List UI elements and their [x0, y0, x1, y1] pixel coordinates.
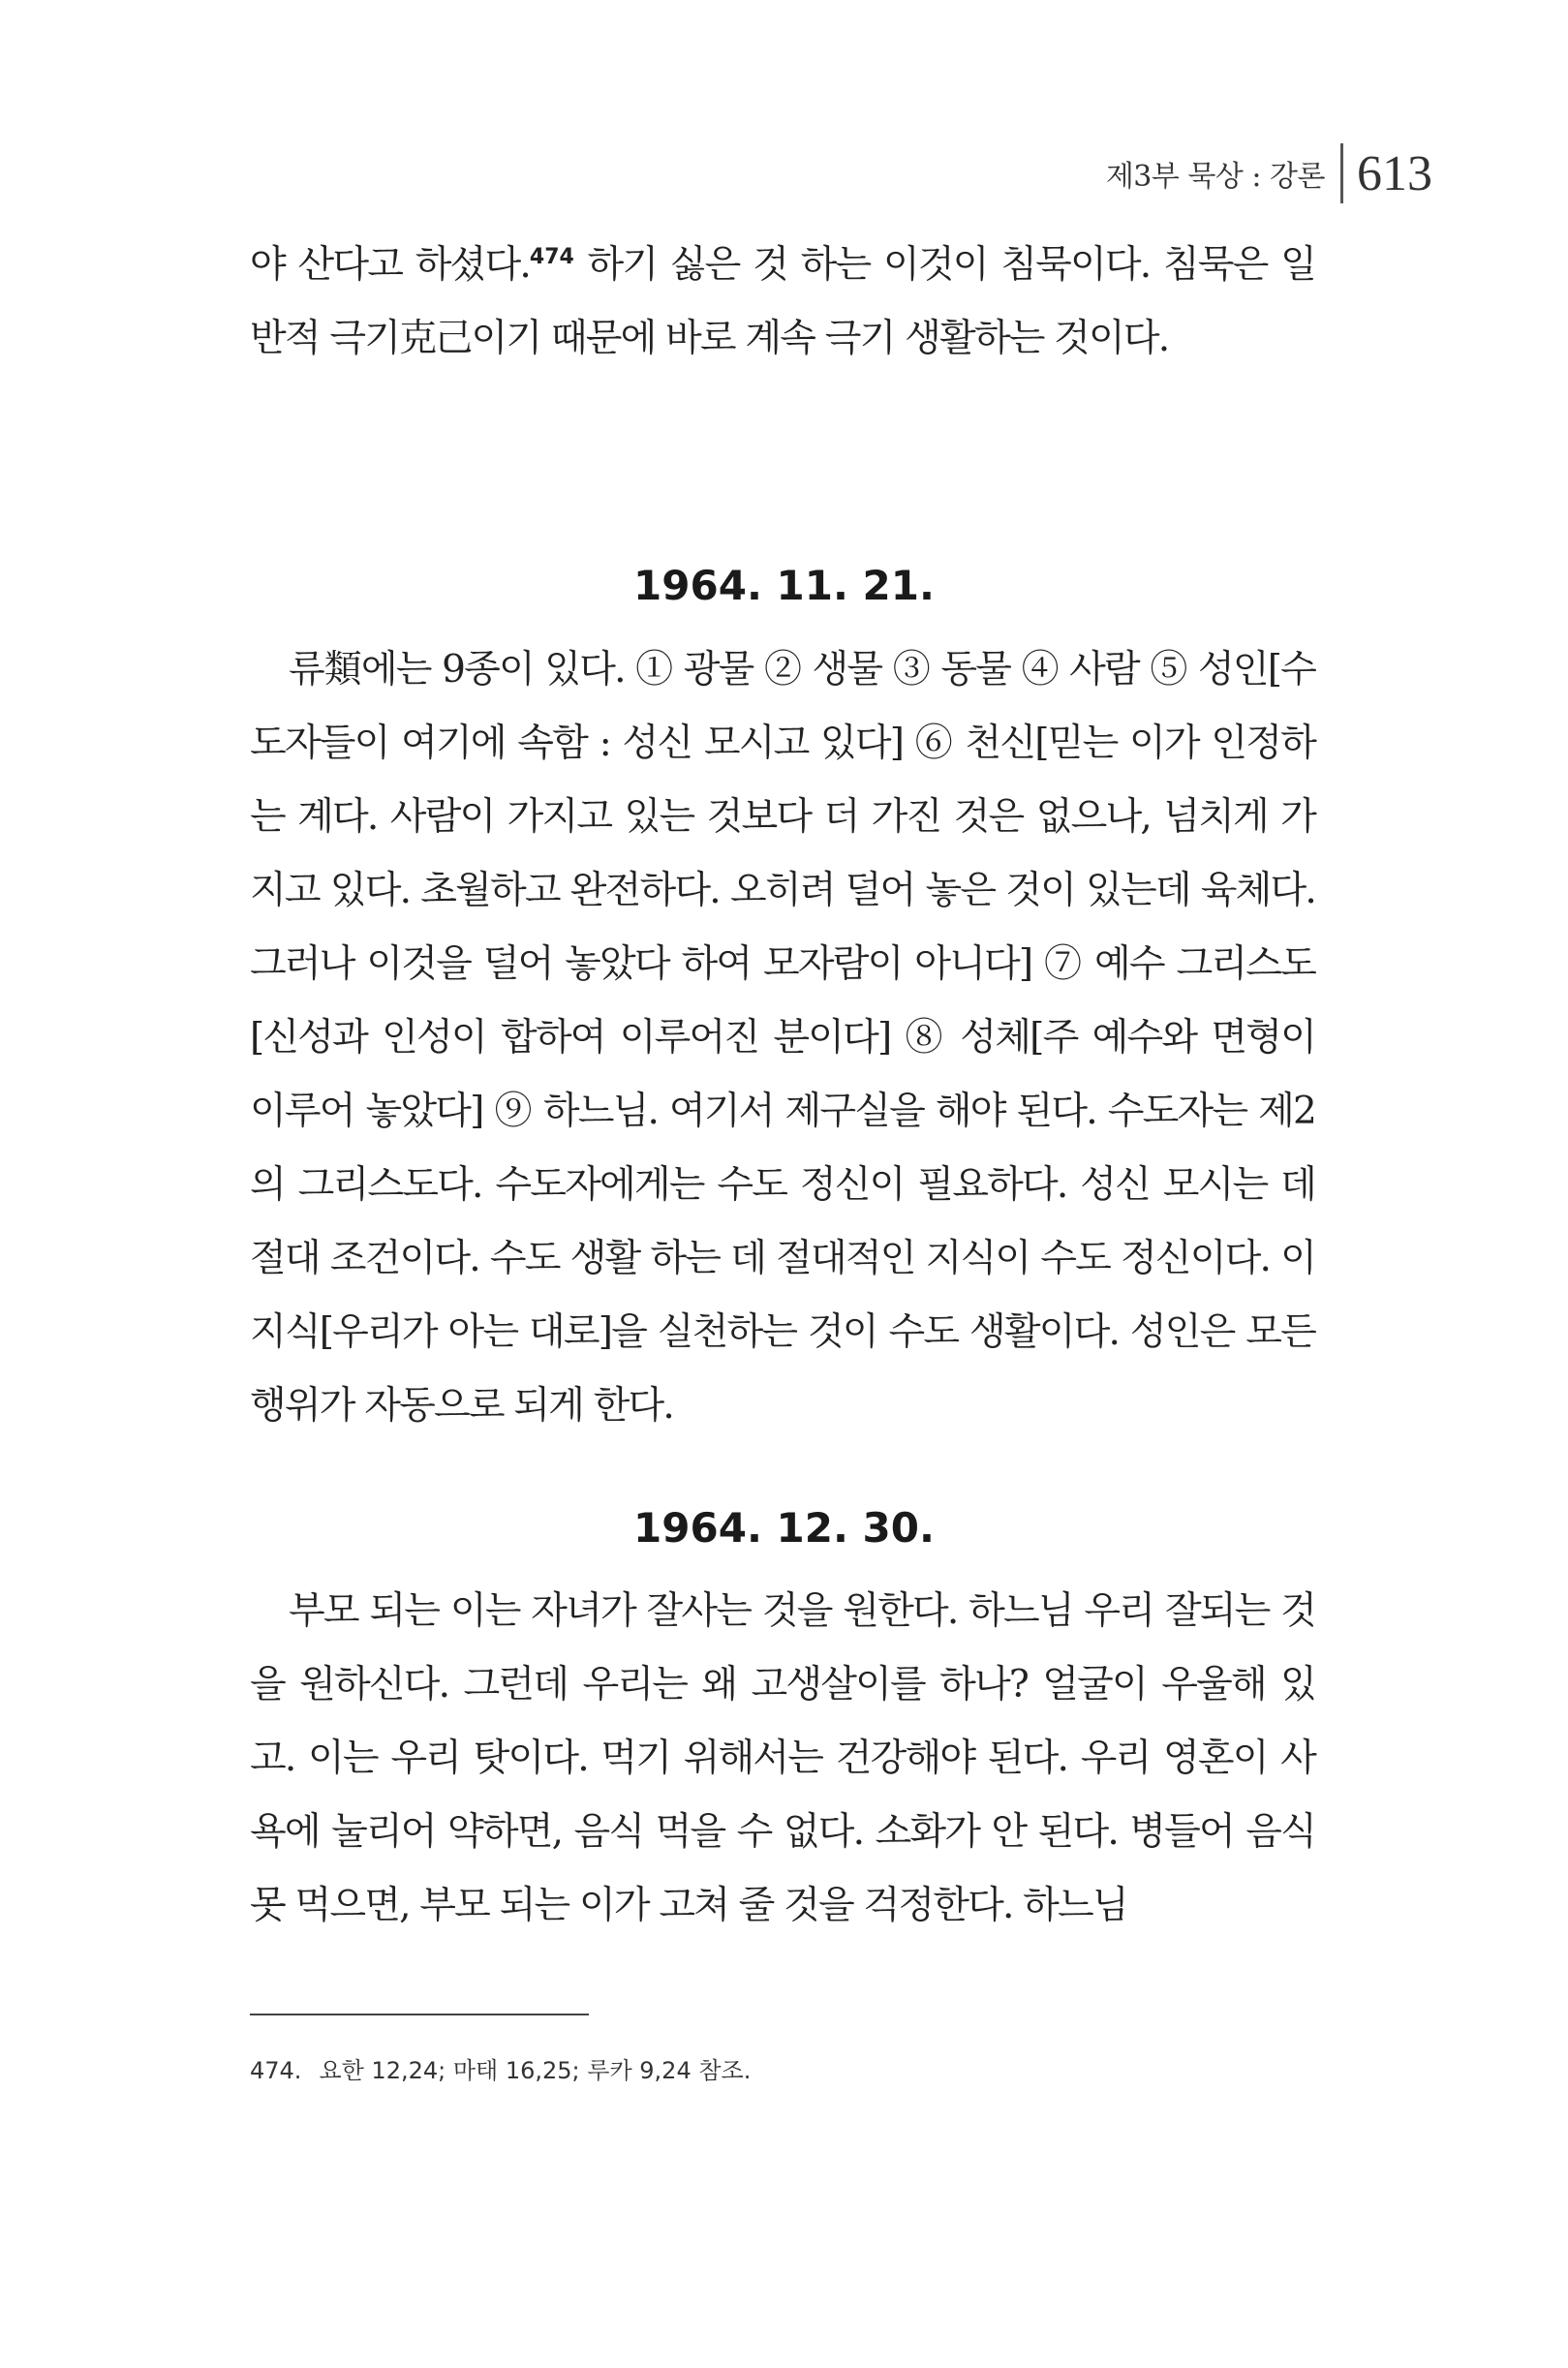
footnote-reference[interactable]: 474: [529, 245, 574, 269]
entry-paragraph: 류類에는 9종이 있다. ① 광물 ② 생물 ③ 동물 ④ 사람 ⑤ 성인[수도자들이 여기에 속함 : 성신 모시고 있다] ⑥ 천신[믿는 이가 인정하는 계다. 사람이 가지고 있는 것보다 더 가진 것은 없으나, 넘치게 가지고 있다. 초월하고 완전하다. 오히려 덜어 놓은 것이 있는데 육체다. 그러나 이것을 덜어 놓았다 하여 모자람이 아니다] ⑦ 예수 그리스도[신성과 인성이 합하여 이루어진 분이다] ⑧ 성체[주 예수와 면형이 이루어 놓았다] ⑨ 하느님. 여기서 제구실을 해야 된다. 수도자는 제2의 그리스도다. 수도자에게는 수도 정신이 필요하다. 성신 모시는 데 절대 조건이다. 수도 생활 하는 데 절대적인 지식이 수도 정신이다. 이 지식[우리가 아는 대로]을 실천하는 것이 수도 생활이다. 성인은 모든 행위가 자동으로 되게 한다.: [250, 648, 1315, 1428]
date-heading-2: 1964. 12. 30.: [633, 1504, 935, 1552]
running-head: [1106, 143, 1432, 203]
date-heading-1: 1964. 11. 21.: [633, 562, 935, 609]
footnote: [250, 2051, 751, 2085]
page-number: 613: [1357, 145, 1432, 201]
entry-paragraph: 부모 되는 이는 자녀가 잘사는 것을 원한다. 하느님 우리 잘되는 것을 원하신다. 그런데 우리는 왜 고생살이를 하나? 얼굴이 우울해 있고. 이는 우리 탓이다. 먹기 위해서는 건강해야 된다. 우리 영혼이 사욕에 눌리어 약하면, 음식 먹을 수 없다. 소화가 안 된다. 병들어 음식 못 먹으면, 부모 되는 이가 고쳐 줄 것을 걱정한다. 하느님: [250, 1589, 1315, 1927]
continued-paragraph: [250, 229, 1315, 376]
continued-text-start: 야 산다고 하셨다.: [250, 243, 530, 287]
footnote-text: 요한 12,24; 마태 16,25; 루카 9,24 참조.: [319, 2057, 752, 2084]
footnote-divider: [250, 2014, 589, 2015]
footnote-number: 474.: [250, 2057, 302, 2084]
header-divider: [1340, 143, 1343, 203]
entry-1964-11-21: [250, 633, 1315, 1443]
continued-text-end: 하기 싫은 것 하는 이것이 침묵이다. 침묵은 일반적 극기克己이기 때문에 바로 계속 극기 생활하는 것이다.: [250, 243, 1315, 360]
running-title: 제3부 묵상 : 강론: [1105, 160, 1325, 194]
entry-1964-12-30: [250, 1575, 1315, 1943]
